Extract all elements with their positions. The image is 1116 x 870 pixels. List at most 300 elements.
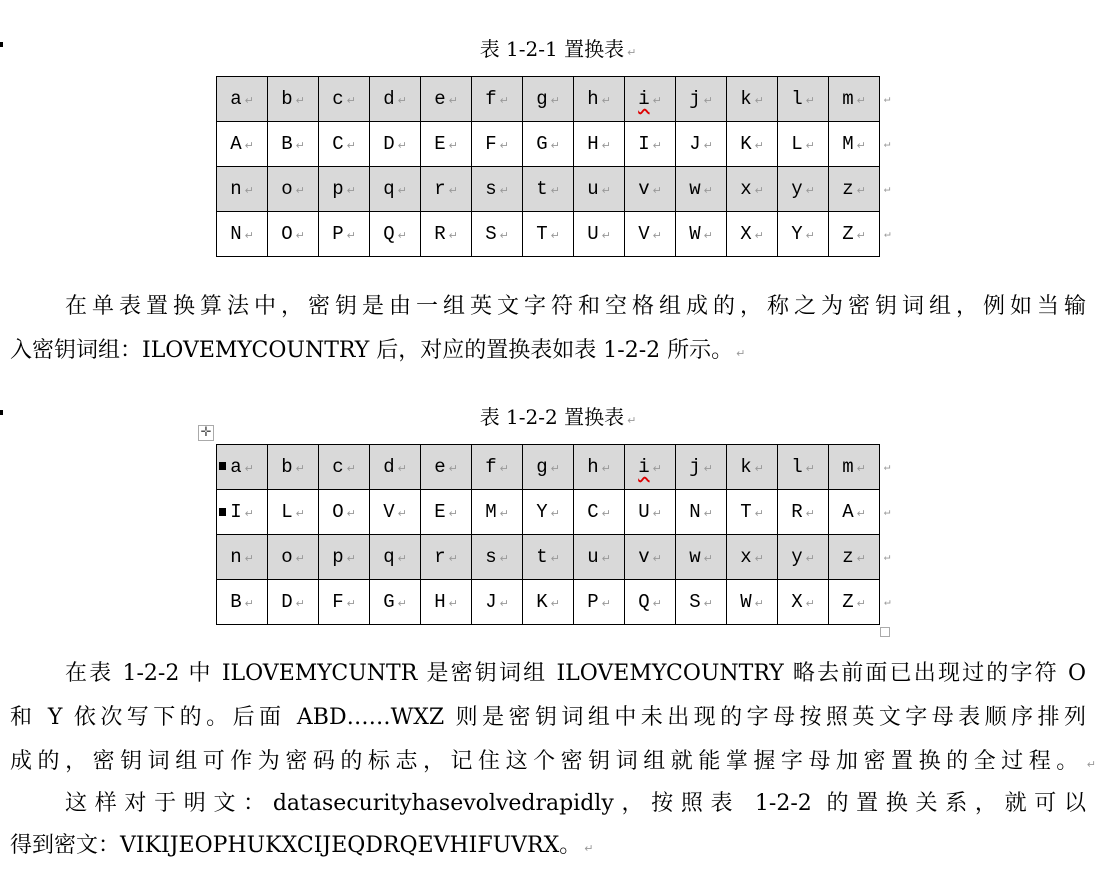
cell-text: V [638, 223, 650, 245]
cell-text: M [842, 133, 854, 155]
cell-text: G [536, 133, 548, 155]
table-cell[interactable] [268, 445, 319, 490]
cell-end-mark: ↵ [856, 184, 866, 197]
table-cell[interactable] [421, 490, 472, 535]
cell-end-mark: ↵ [652, 552, 662, 565]
table-cell[interactable] [523, 445, 574, 490]
table-cell[interactable] [421, 77, 472, 122]
table-cell[interactable] [421, 122, 472, 167]
table-cell[interactable] [268, 580, 319, 625]
cell-end-mark: ↵ [295, 94, 305, 107]
cell-end-mark: ↵ [601, 597, 611, 610]
paragraph3-line2 [10, 828, 1086, 859]
cell-end-mark: ↵ [550, 597, 560, 610]
cell-end-mark: ↵ [448, 597, 458, 610]
cell-end-mark: ↵ [550, 462, 560, 475]
row-end-mark: ↵ [880, 212, 895, 257]
table-cell[interactable] [829, 535, 880, 580]
table-cell[interactable] [268, 122, 319, 167]
cell-end-mark: ↵ [244, 552, 254, 565]
cell-end-mark: ↵ [856, 552, 866, 565]
table-cell[interactable] [727, 490, 778, 535]
cell-text: d [383, 456, 395, 478]
table-cell[interactable] [523, 535, 574, 580]
paragraph-mark: ↵ [584, 842, 594, 855]
table-resize-handle[interactable] [880, 627, 890, 637]
cell-end-mark: ↵ [397, 139, 407, 152]
row-end-mark: ↵ [880, 580, 895, 625]
cell-text: Z [842, 223, 854, 245]
cell-text: v [638, 546, 650, 568]
cell-text: A [230, 133, 242, 155]
cell-text: O [281, 223, 293, 245]
table-cell[interactable] [370, 580, 421, 625]
table-cell[interactable] [778, 580, 829, 625]
cell-end-mark: ↵ [499, 597, 509, 610]
cell-text: B [230, 591, 242, 613]
table-cell[interactable] [625, 122, 676, 167]
cell-text: l [791, 88, 803, 110]
cell-text: J [485, 591, 497, 613]
cell-text: N [689, 501, 701, 523]
cell-text: w [689, 546, 701, 568]
cell-text: s [485, 178, 497, 200]
cell-end-mark: ↵ [652, 597, 662, 610]
cell-text: g [536, 88, 548, 110]
table-cell[interactable] [727, 212, 778, 257]
cell-text: y [791, 178, 803, 200]
table-cell[interactable] [319, 77, 370, 122]
cell-text: C [332, 133, 344, 155]
table-cell[interactable] [319, 580, 370, 625]
cell-end-mark: ↵ [448, 462, 458, 475]
table-row [217, 445, 895, 490]
cell-text: y [791, 546, 803, 568]
table-cell[interactable] [319, 445, 370, 490]
cell-text: z [842, 546, 854, 568]
cell-end-mark: ↵ [397, 184, 407, 197]
cell-text: P [587, 591, 599, 613]
cell-text: z [842, 178, 854, 200]
cell-end-mark: ↵ [346, 507, 356, 520]
table-cell[interactable] [523, 212, 574, 257]
table-cell[interactable] [421, 445, 472, 490]
cell-end-mark: ↵ [550, 552, 560, 565]
paragraph1-line1: 在单表置换算法中，密钥是由一组英文字符和空格组成的，称之为密钥词组，例如当输 [65, 294, 1086, 319]
cell-text: x [740, 178, 752, 200]
table-row [217, 122, 895, 167]
row-end-mark: ↵ [880, 535, 895, 580]
table-cell[interactable] [574, 535, 625, 580]
table-row [217, 580, 895, 625]
paragraph3-line1: 这样对于明文：datasecurityhasevolvedrapidly，按照表 1-2-2 的置换关系，就可以 [65, 791, 1086, 816]
cell-text: L [281, 501, 293, 523]
cell-end-mark: ↵ [448, 184, 458, 197]
cell-text: E [434, 501, 446, 523]
table-row [217, 212, 895, 257]
table-cell[interactable] [268, 212, 319, 257]
cell-end-mark: ↵ [703, 184, 713, 197]
cell-end-mark: ↵ [754, 229, 764, 242]
cell-end-mark: ↵ [244, 229, 254, 242]
table-cell[interactable] [676, 212, 727, 257]
table-cell[interactable] [523, 490, 574, 535]
table-cell[interactable] [370, 77, 421, 122]
table-cell[interactable] [370, 535, 421, 580]
cell-text: C [587, 501, 599, 523]
table-cell[interactable] [574, 445, 625, 490]
cell-end-mark: ↵ [856, 462, 866, 475]
cell-end-mark: ↵ [244, 139, 254, 152]
table-cell[interactable] [421, 212, 472, 257]
cell-text: F [485, 133, 497, 155]
cell-text: R [791, 501, 803, 523]
table-cell[interactable] [727, 445, 778, 490]
cell-end-mark: ↵ [754, 552, 764, 565]
table-cell[interactable] [370, 122, 421, 167]
cell-end-mark: ↵ [499, 139, 509, 152]
cell-text: m [842, 88, 854, 110]
cell-end-mark: ↵ [754, 507, 764, 520]
cell-end-mark: ↵ [397, 462, 407, 475]
row-end-mark: ↵ [880, 167, 895, 212]
cell-end-mark: ↵ [448, 94, 458, 107]
table-cell[interactable] [523, 167, 574, 212]
cell-end-mark: ↵ [244, 94, 254, 107]
table-cell[interactable] [778, 122, 829, 167]
cell-end-mark: ↵ [295, 597, 305, 610]
table-cell[interactable] [472, 490, 523, 535]
table-cell[interactable] [625, 580, 676, 625]
table-cell[interactable] [319, 167, 370, 212]
table-cell[interactable] [727, 122, 778, 167]
cell-text: B [281, 133, 293, 155]
table-cell[interactable] [268, 77, 319, 122]
table-cell[interactable] [574, 77, 625, 122]
cell-end-mark: ↵ [703, 462, 713, 475]
cell-text: j [689, 456, 701, 478]
table-cell[interactable] [625, 445, 676, 490]
cell-end-mark: ↵ [601, 507, 611, 520]
table-cell[interactable] [472, 535, 523, 580]
cell-end-mark: ↵ [346, 139, 356, 152]
table-cell[interactable] [829, 580, 880, 625]
table-cell[interactable] [472, 445, 523, 490]
table-cell[interactable] [472, 212, 523, 257]
cell-end-mark: ↵ [805, 462, 815, 475]
table-cell[interactable] [676, 122, 727, 167]
table-cell[interactable] [676, 490, 727, 535]
table2-caption [0, 401, 1116, 430]
paragraph-mark: ↵ [1086, 758, 1096, 771]
cell-end-mark: ↵ [346, 94, 356, 107]
table-cell[interactable] [421, 167, 472, 212]
cell-text: o [281, 546, 293, 568]
table-cell[interactable] [523, 580, 574, 625]
table-cell[interactable] [472, 122, 523, 167]
cell-end-mark: ↵ [295, 139, 305, 152]
caption-text: 表 1-2-1 置换表 [479, 37, 625, 61]
cell-text: e [434, 456, 446, 478]
table-cell[interactable] [625, 212, 676, 257]
cell-end-mark: ↵ [703, 507, 713, 520]
cell-end-mark: ↵ [805, 552, 815, 565]
table-cell[interactable] [625, 77, 676, 122]
cell-text: U [587, 223, 599, 245]
cell-end-mark: ↵ [448, 139, 458, 152]
table-cell[interactable] [217, 122, 268, 167]
table-cell[interactable] [778, 445, 829, 490]
cell-end-mark: ↵ [346, 552, 356, 565]
table-row [217, 167, 895, 212]
table-cell[interactable] [574, 212, 625, 257]
cell-end-mark: ↵ [550, 139, 560, 152]
cell-text: i [638, 456, 650, 478]
cell-end-mark: ↵ [703, 139, 713, 152]
paragraph2-line3 [10, 744, 1096, 775]
cell-end-mark: ↵ [550, 507, 560, 520]
table-cell[interactable] [370, 167, 421, 212]
cell-end-mark: ↵ [703, 552, 713, 565]
table-row [217, 535, 895, 580]
table-cell[interactable] [676, 445, 727, 490]
table-cell[interactable] [829, 490, 880, 535]
table-cell[interactable] [370, 490, 421, 535]
cell-text: S [485, 223, 497, 245]
cell-end-mark: ↵ [397, 229, 407, 242]
cell-end-mark: ↵ [499, 94, 509, 107]
cell-text: e [434, 88, 446, 110]
cell-text: i [638, 88, 650, 110]
cell-end-mark: ↵ [601, 552, 611, 565]
cell-end-mark: ↵ [601, 462, 611, 475]
cell-end-mark: ↵ [499, 462, 509, 475]
row-end-mark: ↵ [880, 77, 895, 122]
table-cell[interactable] [574, 490, 625, 535]
cell-text: T [536, 223, 548, 245]
cell-text: c [332, 88, 344, 110]
cell-text: f [485, 456, 497, 478]
paragraph2-line1: 在表 1-2-2 中 ILOVEMYCUNTR 是密钥词组 ILOVEMYCOUNTRY 略去前面已出现过的字符 O [65, 661, 1086, 686]
table-cell[interactable] [676, 167, 727, 212]
table-cell[interactable] [370, 445, 421, 490]
cell-text: r [434, 546, 446, 568]
cell-text: H [434, 591, 446, 613]
table-cell[interactable] [727, 167, 778, 212]
cell-text: q [383, 178, 395, 200]
table-cell[interactable] [676, 77, 727, 122]
cell-end-mark: ↵ [856, 229, 866, 242]
cell-text: m [842, 456, 854, 478]
table-cell[interactable] [676, 580, 727, 625]
cell-text: V [383, 501, 395, 523]
table-cell[interactable] [778, 535, 829, 580]
cell-text: u [587, 546, 599, 568]
cell-end-mark: ↵ [805, 94, 815, 107]
cell-end-mark: ↵ [346, 184, 356, 197]
cell-end-mark: ↵ [244, 462, 254, 475]
cell-text: g [536, 456, 548, 478]
table-cell[interactable] [472, 77, 523, 122]
cell-text: X [740, 223, 752, 245]
table-cell[interactable] [319, 212, 370, 257]
cell-text: N [230, 223, 242, 245]
cell-text: Z [842, 591, 854, 613]
row-selection-marker [219, 462, 226, 470]
table-cell[interactable] [421, 535, 472, 580]
cell-end-mark: ↵ [805, 597, 815, 610]
table-cell[interactable] [625, 167, 676, 212]
cell-text: R [434, 223, 446, 245]
table-cell[interactable] [778, 167, 829, 212]
cell-text: s [485, 546, 497, 568]
cell-text: h [587, 88, 599, 110]
cell-text: h [587, 456, 599, 478]
cell-end-mark: ↵ [652, 184, 662, 197]
cell-end-mark: ↵ [448, 552, 458, 565]
cell-text: b [281, 456, 293, 478]
cell-text: K [740, 133, 752, 155]
table-cell[interactable] [217, 77, 268, 122]
cell-end-mark: ↵ [856, 94, 866, 107]
table-cell[interactable] [829, 77, 880, 122]
table-cell[interactable] [829, 122, 880, 167]
cell-end-mark: ↵ [601, 184, 611, 197]
cell-text: I [230, 501, 242, 523]
table-cell[interactable] [778, 212, 829, 257]
cell-text: Q [383, 223, 395, 245]
table-cell[interactable] [574, 167, 625, 212]
cell-text: o [281, 178, 293, 200]
cell-text: t [536, 546, 548, 568]
cell-end-mark: ↵ [805, 139, 815, 152]
cell-end-mark: ↵ [346, 229, 356, 242]
cell-end-mark: ↵ [652, 139, 662, 152]
table-cell[interactable] [319, 122, 370, 167]
cell-text: f [485, 88, 497, 110]
table-cell[interactable] [676, 535, 727, 580]
table-cell[interactable] [217, 167, 268, 212]
cell-end-mark: ↵ [805, 184, 815, 197]
cell-text: k [740, 88, 752, 110]
table-cell[interactable] [472, 167, 523, 212]
cell-end-mark: ↵ [499, 552, 509, 565]
cell-text: Y [536, 501, 548, 523]
cell-text: u [587, 178, 599, 200]
table-cell[interactable] [778, 490, 829, 535]
cell-text: H [587, 133, 599, 155]
cell-end-mark: ↵ [754, 139, 764, 152]
cell-end-mark: ↵ [295, 462, 305, 475]
cell-text: M [485, 501, 497, 523]
table-cell[interactable] [217, 580, 268, 625]
cell-end-mark: ↵ [550, 229, 560, 242]
cell-text: n [230, 546, 242, 568]
cell-end-mark: ↵ [499, 507, 509, 520]
cell-text: c [332, 456, 344, 478]
cell-text: W [689, 223, 701, 245]
table-cell[interactable] [217, 535, 268, 580]
cell-end-mark: ↵ [754, 94, 764, 107]
table-cell[interactable] [421, 580, 472, 625]
cell-text: x [740, 546, 752, 568]
table-cell[interactable] [523, 77, 574, 122]
cell-end-mark: ↵ [295, 229, 305, 242]
cell-end-mark: ↵ [397, 507, 407, 520]
table-row [217, 490, 895, 535]
cell-end-mark: ↵ [295, 552, 305, 565]
table-cell[interactable] [574, 122, 625, 167]
cell-end-mark: ↵ [244, 184, 254, 197]
cell-text: w [689, 178, 701, 200]
cell-end-mark: ↵ [601, 229, 611, 242]
cell-end-mark: ↵ [295, 507, 305, 520]
cell-end-mark: ↵ [703, 229, 713, 242]
cell-end-mark: ↵ [652, 94, 662, 107]
table-cell[interactable] [319, 535, 370, 580]
cell-text: a [230, 456, 242, 478]
cell-text: S [689, 591, 701, 613]
cell-end-mark: ↵ [856, 139, 866, 152]
cell-text: t [536, 178, 548, 200]
cell-text: p [332, 178, 344, 200]
cell-end-mark: ↵ [346, 597, 356, 610]
table-cell[interactable] [829, 212, 880, 257]
paragraph-mark: ↵ [736, 347, 746, 360]
cell-end-mark: ↵ [601, 94, 611, 107]
table-cell[interactable] [268, 490, 319, 535]
cell-end-mark: ↵ [499, 229, 509, 242]
table-cell[interactable] [625, 490, 676, 535]
table-cell[interactable] [268, 167, 319, 212]
text: 成的，密钥词组可作为密码的标志，记住这个密钥词组就能掌握字母加密置换的全过程。 [10, 749, 1084, 774]
table-cell[interactable] [472, 580, 523, 625]
cell-end-mark: ↵ [754, 597, 764, 610]
table-cell[interactable] [523, 122, 574, 167]
cell-end-mark: ↵ [601, 139, 611, 152]
table-cell[interactable] [625, 535, 676, 580]
table-cell[interactable] [778, 77, 829, 122]
table-cell[interactable] [217, 212, 268, 257]
table-cell[interactable] [727, 580, 778, 625]
cell-text: a [230, 88, 242, 110]
table-cell[interactable] [727, 535, 778, 580]
table-cell[interactable] [268, 535, 319, 580]
cell-end-mark: ↵ [805, 507, 815, 520]
cell-text: D [281, 591, 293, 613]
text: 入密钥词组：ILOVEMYCOUNTRY 后，对应的置换表如表 1-2-2 所示。 [10, 338, 734, 363]
table-cell[interactable] [727, 77, 778, 122]
table-cell[interactable] [829, 167, 880, 212]
paragraph-mark: ↵ [627, 46, 637, 59]
cell-end-mark: ↵ [754, 184, 764, 197]
table-cell[interactable] [319, 490, 370, 535]
cell-text: k [740, 456, 752, 478]
cell-end-mark: ↵ [397, 94, 407, 107]
cell-text: v [638, 178, 650, 200]
table-row [217, 77, 895, 122]
paragraph1-line2 [10, 333, 1086, 364]
paragraph-mark: ↵ [627, 414, 637, 427]
cell-text: D [383, 133, 395, 155]
table-cell[interactable] [829, 445, 880, 490]
table-cell[interactable] [370, 212, 421, 257]
table-move-handle-icon[interactable]: ✛ [198, 425, 214, 441]
cell-end-mark: ↵ [448, 507, 458, 520]
table-cell[interactable] [574, 580, 625, 625]
cell-text: b [281, 88, 293, 110]
cell-text: J [689, 133, 701, 155]
